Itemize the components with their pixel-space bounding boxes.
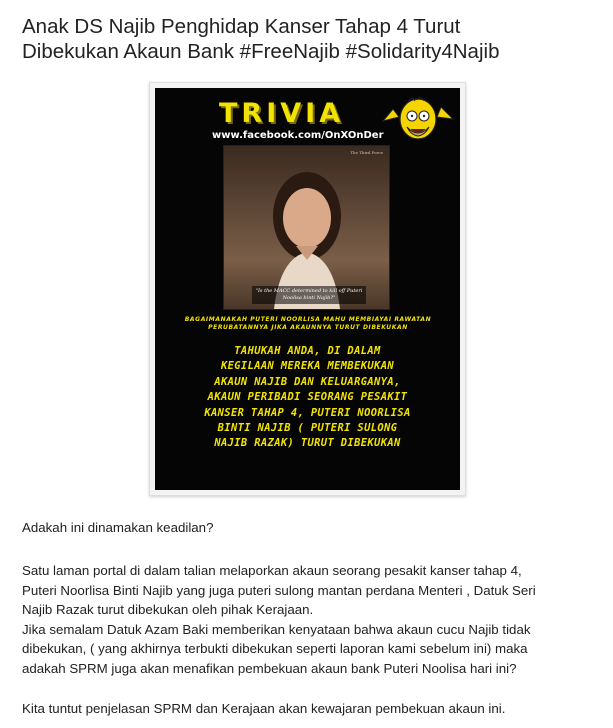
body-paragraph-2: [22, 561, 592, 678]
post-title-line: Dibekukan Akaun Bank #FreeNajib #Solidarity4Najib: [22, 40, 500, 63]
poster-subcaption-line: PERUBATANNYA JIKA AKAUNNYA TURUT DIBEKUKAN: [208, 324, 408, 331]
body-line: Satu laman portal di dalam talian melaporkan akaun seorang pesakit kanser tahap 4,: [22, 563, 522, 578]
poster-url: www.facebook.com/OnXOnDer: [212, 130, 384, 141]
trivia-poster: [155, 88, 460, 490]
poster-main-line: KANSER TAHAP 4, PUTERI NOORLISA: [204, 406, 411, 419]
poster-main-line: NAJIB RAZAK) TURUT DIBEKUKAN: [214, 437, 401, 450]
body-line: dibekukan, ( yang akhirnya terbukti dibekukan seperti laporan kami sebelum ini) maka: [22, 641, 528, 656]
poster-subcaption: [173, 316, 443, 332]
poster-main-line: AKAUN PERIBADI SEORANG PESAKIT: [207, 391, 408, 404]
photo-tag: The Third Force: [350, 150, 383, 155]
woman-portrait-photo: [223, 145, 390, 310]
poster-subcaption-line: BAGAIMANAKAH PUTERI NOORLISA MAHU MEMBIAYAI RAWATAN: [184, 316, 432, 323]
poster-main-line: KEGILAAN MEREKA MEMBEKUKAN: [220, 360, 395, 373]
poster-main-text: [169, 344, 446, 452]
body-line: Najib Razak turut dibekukan oleh pihak Kerajaan.: [22, 602, 314, 617]
post-image-frame[interactable]: [149, 82, 466, 496]
photo-caption: "Is the MACC determined to kill off Puteri Noolisa binti Najib?": [252, 286, 366, 304]
body-line: Jika semalam Datuk Azam Baki memberikan kenyataan bahwa akaun cucu Najib tidak: [22, 621, 531, 637]
body-paragraph-3: [22, 699, 592, 719]
body-line: adakah SPRM juga akan menafikan pembekuan akaun bank Puteri Noolisa hari ini?: [22, 660, 517, 676]
body-paragraph-1: [22, 518, 592, 538]
poster-main-line: AKAUN NAJIB DAN KELUARGANYA,: [214, 375, 401, 388]
body-line: Kita tuntut penjelasan SPRM dan Kerajaan akan kewajaran pembekuan akaun ini.: [22, 701, 506, 716]
homer-cartoon-icon: [379, 91, 457, 143]
poster-main-line: TAHUKAH ANDA, DI DALAM: [234, 345, 381, 357]
body-line: Adakah ini dinamakan keadilan?: [22, 520, 214, 535]
post-title: [22, 14, 597, 64]
post-title-line: Anak DS Najib Penghidap Kanser Tahap 4 Turut: [22, 15, 461, 38]
poster-heading: TRIVIA: [219, 98, 345, 129]
poster-main-line: BINTI NAJIB ( PUTERI SULONG: [217, 422, 398, 435]
body-line: Puteri Noorlisa Binti Najib yang juga puteri sulong mantan perdana Menteri , Datuk Seri: [22, 582, 536, 598]
